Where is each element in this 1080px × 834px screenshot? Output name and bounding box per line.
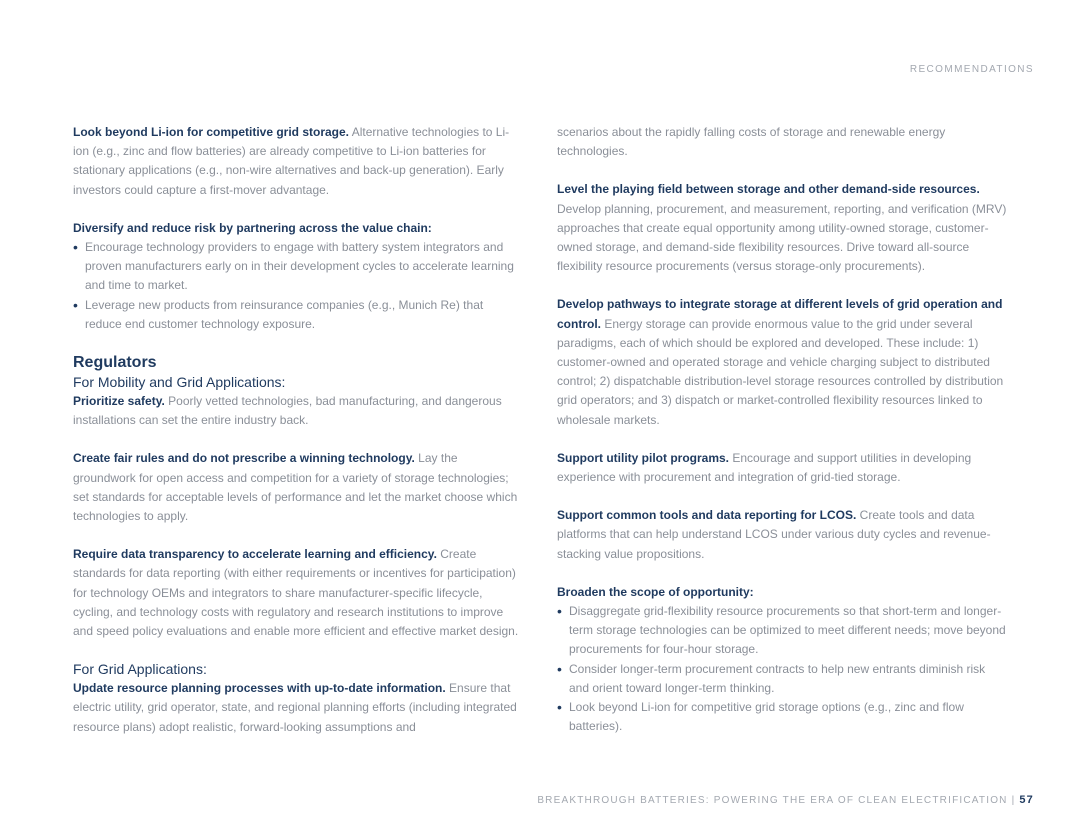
paragraph-lead: Support utility pilot programs. <box>557 450 729 465</box>
paragraph-resource-planning <box>73 679 523 737</box>
paragraph-text: Develop planning, procurement, and measurement, reporting, and verification (MRV) approaches that create equal opportunity among utility-owned storage, customer-owned storage, and demand-side flexibility resources. Drive toward all-source flexibility resource procurements (versus storage-only procurements). <box>557 201 1007 274</box>
list-item: • Encourage technology providers to engage with battery system integrators and proven manufacturers early on in their development cycles to accelerate learning and time to market. <box>73 238 523 296</box>
paragraph-li-ion <box>73 123 523 200</box>
paragraph-text: Create tools and data platforms that can help understand LCOS under various duty cycles and revenue-stacking value propositions. <box>557 508 991 561</box>
paragraph-text: Poorly vetted technologies, bad manufacturing, and dangerous installations can set the entire industry back. <box>73 394 502 428</box>
diversify-list <box>73 238 523 334</box>
paragraph-text: Encourage and support utilities in developing experience with procurement and integration of grid-tied storage. <box>557 450 972 485</box>
list-item: • Disaggregate grid-flexibility resource procurements so that short-term and longer-term storage technologies can be optimized to meet different needs; move beyond procurements for four-hour storage. <box>557 602 1007 660</box>
paragraph-lead: Create fair rules and do not prescribe a winning technology. <box>73 451 415 466</box>
broaden-scope-list <box>557 602 1007 736</box>
paragraph-text: Ensure that electric utility, grid operator, state, and regional planning efforts (including integrated resource plans) adopt realistic, forward-looking assumptions and <box>73 681 517 734</box>
paragraph-lcos-tools <box>557 506 1007 564</box>
broaden-scope-heading: Broaden the scope of opportunity: <box>557 584 754 599</box>
paragraph-data-transparency <box>73 545 523 641</box>
left-column <box>73 123 523 756</box>
paragraph-lead: Look beyond Li-ion for competitive grid storage. <box>73 125 350 139</box>
section-header: RECOMMENDATIONS <box>909 64 1034 75</box>
regulators-title: Regulators <box>73 354 157 372</box>
page-footer <box>537 794 1034 806</box>
paragraph-continuation: scenarios about the rapidly falling costs of storage and renewable energy technologies. <box>557 125 946 159</box>
list-item: • Look beyond Li-ion for competitive grid storage options (e.g., zinc and flow batteries). <box>557 698 1007 736</box>
paragraph-text: Lay the groundwork for open access and competition for a variety of storage technologies; set standards for acceptable levels of performance and let the market choose which technologies to apply. <box>73 451 518 524</box>
paragraph-integrate-storage <box>557 295 1007 429</box>
footer-title: BREAKTHROUGH BATTERIES: POWERING THE ERA OF CLEAN ELECTRIFICATION | <box>537 795 1016 806</box>
paragraph-fair-rules <box>73 449 523 526</box>
mobility-grid-subtitle: For Mobility and Grid Applications: <box>73 374 286 391</box>
paragraph-safety <box>73 392 523 430</box>
diversify-heading: Diversify and reduce risk by partnering across the value chain: <box>73 220 432 235</box>
paragraph-lead: Require data transparency to accelerate learning and efficiency. <box>73 547 437 562</box>
paragraph-lead: Support common tools and data reporting for LCOS. <box>557 508 857 523</box>
paragraph-lead: Level the playing field between storage and other demand-side resources. <box>557 182 980 197</box>
paragraph-text: Energy storage can provide enormous value to the grid under several paradigms, each of which should be explored and developed. These include: 1) customer-owned and operated storage and vehicle charging subject to distributed control; 2) dispatchable distribution-level storage resources controlled by distribution grid operators; and 3) dispatch or market-controlled flexibility resources linked to wholesale markets. <box>557 316 1004 427</box>
paragraph-lead: Update resource planning processes with up-to-date information. <box>73 681 446 696</box>
paragraph-text: Create standards for data reporting (with either requirements or incentives for participation) for technology OEMs and integrators to share manufacturer-specific lifecycle, cycling, and technology costs with regulatory and research institutions to improve and speed policy evaluations and enable more efficient and effective market design. <box>73 547 519 639</box>
right-column <box>557 123 1007 755</box>
paragraph-lead: Develop pathways to integrate storage at different levels of grid operation and control. <box>557 297 1003 331</box>
paragraph-text: Alternative technologies to Li-ion (e.g., zinc and flow batteries) are already competitive to Li-ion batteries for stationary applications (e.g., non-wire alternatives and back-up generation). Early investors could capture a first-mover advantage. <box>73 125 510 197</box>
paragraph-pilot-programs <box>557 449 1007 487</box>
paragraph-lead: Prioritize safety. <box>73 394 165 409</box>
paragraph-level-playing-field <box>557 180 1007 276</box>
list-item: • Leverage new products from reinsurance companies (e.g., Munich Re) that reduce end customer technology exposure. <box>73 296 523 334</box>
grid-applications-subtitle: For Grid Applications: <box>73 661 207 678</box>
page-number: 57 <box>1019 794 1034 806</box>
list-item: • Consider longer-term procurement contracts to help new entrants diminish risk and orient toward longer-term thinking. <box>557 660 1007 698</box>
